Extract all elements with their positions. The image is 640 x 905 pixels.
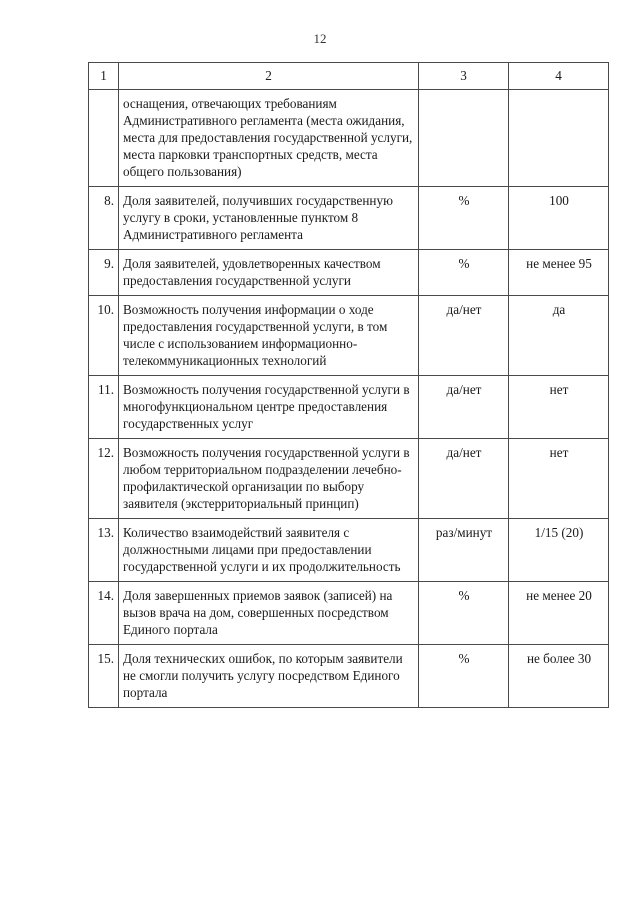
indicator-name: Доля технических ошибок, по которым заявители не смогли получить услугу посредством Единого портала bbox=[119, 645, 419, 708]
indicator-name: Количество взаимодействий заявителя с должностными лицами при предоставлении государственной услуги и их продолжительность bbox=[119, 519, 419, 582]
indicator-name: оснащения, отвечающих требованиям Административного регламента (места ожидания, места для предоставления государственной услуги, места парковки транспортных средств, места общего пользования) bbox=[119, 90, 419, 187]
indicator-value: нет bbox=[509, 376, 609, 439]
table-row bbox=[89, 439, 609, 519]
column-header: 1 bbox=[89, 63, 119, 90]
unit-of-measure: % bbox=[419, 582, 509, 645]
indicator-name: Возможность получения информации о ходе предоставления государственной услуги, в том числе с использованием информационно-телекоммуникационных технологий bbox=[119, 296, 419, 376]
row-number: 12. bbox=[89, 439, 119, 519]
table-row bbox=[89, 645, 609, 708]
row-number: 14. bbox=[89, 582, 119, 645]
table-row bbox=[89, 582, 609, 645]
row-number: 9. bbox=[89, 250, 119, 296]
row-number: 8. bbox=[89, 187, 119, 250]
indicator-name: Возможность получения государственной услуги в многофункциональном центре предоставления государственных услуг bbox=[119, 376, 419, 439]
indicator-name: Доля заявителей, получивших государственную услугу в сроки, установленные пунктом 8 Административного регламента bbox=[119, 187, 419, 250]
indicator-value: да bbox=[509, 296, 609, 376]
table-header-row bbox=[89, 63, 609, 90]
indicator-value: не более 30 bbox=[509, 645, 609, 708]
column-header: 4 bbox=[509, 63, 609, 90]
indicator-value: не менее 20 bbox=[509, 582, 609, 645]
page-number: 12 bbox=[313, 31, 327, 46]
unit-of-measure: раз/минут bbox=[419, 519, 509, 582]
indicator-name: Доля заявителей, удовлетворенных качеством предоставления государственной услуги bbox=[119, 250, 419, 296]
indicator-value bbox=[509, 90, 609, 187]
indicator-value: нет bbox=[509, 439, 609, 519]
table-row bbox=[89, 187, 609, 250]
indicator-name: Доля завершенных приемов заявок (записей) на вызов врача на дом, совершенных посредством Единого портала bbox=[119, 582, 419, 645]
row-number: 11. bbox=[89, 376, 119, 439]
unit-of-measure bbox=[419, 90, 509, 187]
unit-of-measure: % bbox=[419, 250, 509, 296]
table-row bbox=[89, 250, 609, 296]
unit-of-measure: % bbox=[419, 645, 509, 708]
unit-of-measure: % bbox=[419, 187, 509, 250]
table-row bbox=[89, 519, 609, 582]
table-row bbox=[89, 296, 609, 376]
indicator-value: не менее 95 bbox=[509, 250, 609, 296]
unit-of-measure: да/нет bbox=[419, 439, 509, 519]
indicator-value: 100 bbox=[509, 187, 609, 250]
table-row bbox=[89, 376, 609, 439]
column-header: 2 bbox=[119, 63, 419, 90]
indicator-value: 1/15 (20) bbox=[509, 519, 609, 582]
table-row bbox=[89, 90, 609, 187]
unit-of-measure: да/нет bbox=[419, 296, 509, 376]
row-number: 10. bbox=[89, 296, 119, 376]
column-header: 3 bbox=[419, 63, 509, 90]
indicators-table bbox=[88, 62, 609, 708]
indicator-name: Возможность получения государственной услуги в любом территориальном подразделении лечебно-профилактической организации по выбору заявителя (экстерриториальный принцип) bbox=[119, 439, 419, 519]
row-number: 15. bbox=[89, 645, 119, 708]
row-number: 13. bbox=[89, 519, 119, 582]
unit-of-measure: да/нет bbox=[419, 376, 509, 439]
row-number bbox=[89, 90, 119, 187]
